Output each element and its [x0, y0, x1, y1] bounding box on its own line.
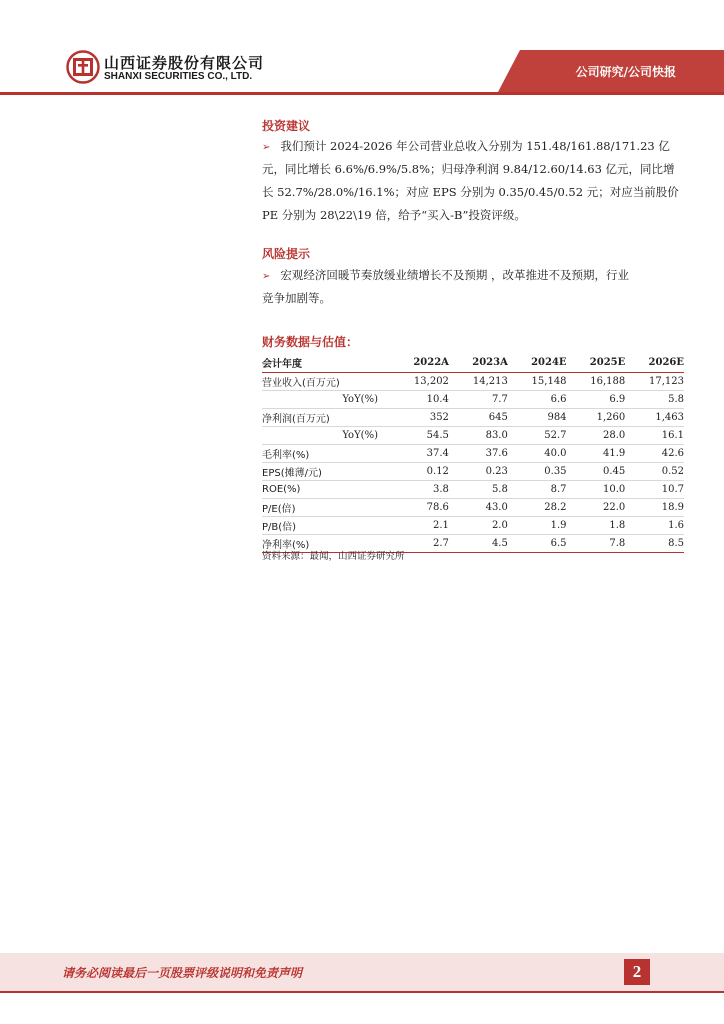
table-cell: 645 [488, 412, 508, 423]
table-cell: 3.8 [433, 484, 449, 495]
table-row [262, 427, 684, 445]
header-cell: 2023A [472, 357, 508, 368]
table-cell: 0.45 [602, 466, 626, 477]
table-cell: 2.0 [491, 520, 508, 531]
financials-title: 财务数据与估值： [262, 335, 359, 349]
table-cell: 8.7 [550, 484, 567, 495]
table-cell: 352 [429, 412, 449, 423]
header-cell: 会计年度 [262, 359, 302, 370]
data-source-note: 资料来源：最闻，山西证券研究所 [262, 551, 405, 562]
table-cell: 78.6 [426, 502, 449, 513]
investment-line: ➢ 我们预计 2024-2026 年公司营业总收入分别为 151.48/161.88/171.23 亿 [262, 139, 670, 153]
table-cell: 0.23 [485, 466, 508, 477]
table-cell: 4.5 [491, 538, 508, 549]
table-row [262, 409, 684, 427]
table-row [262, 373, 684, 391]
row-label: YoY(%) [342, 430, 378, 441]
arrow-bullet-icon: ➢ [262, 271, 271, 282]
row-label: YoY(%) [342, 394, 378, 405]
company-name-en: SHANXI SECURITIES CO., LTD. [104, 71, 253, 82]
header-divider [0, 92, 724, 95]
report-type-tab [520, 50, 724, 92]
table-row [262, 463, 684, 481]
footer-divider [0, 991, 724, 993]
risk-line: ➢ 宏观经济回暖节奏放缓业绩增长不及预期 ，改革推进不及预期，行业 [262, 268, 630, 282]
table-cell: 6.5 [550, 538, 567, 549]
table-cell: 1.8 [609, 520, 626, 531]
table-cell: 28.0 [602, 430, 626, 441]
table-cell: 15,148 [531, 376, 567, 387]
page-number-box [624, 959, 650, 985]
row-label: ROE(%) [262, 484, 301, 495]
table-cell: 37.6 [485, 448, 508, 459]
page-number: 2 [632, 962, 642, 981]
risk-title: 风险提示 [262, 247, 311, 261]
investment-line: PE 分别为 28\22\19 倍，给予“买入-B”投资评级。 [262, 208, 526, 222]
investment-line: 长 52.7%/28.0%/16.1%；对应 EPS 分别为 0.35/0.45/0.52 元；对应当前股价 [262, 185, 679, 199]
table-cell: 43.0 [485, 502, 508, 513]
risk-line: 竞争加剧等。 [262, 291, 331, 305]
page-header [0, 0, 724, 95]
table-row [262, 517, 684, 535]
disclaimer-text: 请务必阅读最后一页股票评级说明和免责声明 [62, 966, 303, 980]
header-cell: 2026E [648, 357, 684, 368]
investment-advice-text [262, 135, 684, 227]
table-cell: 5.8 [491, 484, 508, 495]
table-cell: 6.6 [550, 394, 567, 405]
table-cell: 18.9 [661, 502, 684, 513]
table-cell: 42.6 [661, 448, 684, 459]
table-cell: 0.35 [544, 466, 567, 477]
table-row [262, 445, 684, 463]
header-cell: 2022A [413, 357, 449, 368]
row-label: 净利率(%) [262, 540, 310, 551]
table-cell: 10.7 [661, 484, 684, 495]
investment-advice-title: 投资建议 [262, 119, 311, 133]
table-cell: 8.5 [668, 538, 684, 549]
row-label: 营业收入(百万元) [262, 378, 340, 389]
table-cell: 40.0 [544, 448, 567, 459]
table-row [262, 499, 684, 517]
report-type-label: 公司研究/公司快报 [575, 65, 676, 79]
financial-data-table [262, 354, 684, 553]
page-footer [0, 953, 724, 991]
header-cell: 2024E [531, 357, 567, 368]
table-cell: 1,260 [596, 412, 626, 423]
table-cell: 83.0 [485, 430, 508, 441]
table-cell: 13,202 [413, 376, 449, 387]
row-label: 毛利率(%) [262, 450, 310, 461]
company-name-cn: 山西证券股份有限公司 [104, 54, 265, 72]
arrow-bullet-icon: ➢ [262, 142, 271, 153]
table-cell: 17,123 [649, 376, 684, 387]
table-header-row [262, 354, 684, 373]
table-cell: 10.4 [426, 394, 449, 405]
row-label: EPS(摊薄/元) [262, 468, 322, 479]
table-cell: 1,463 [655, 412, 684, 423]
table-cell: 52.7 [544, 430, 567, 441]
table-cell: 16.1 [661, 430, 684, 441]
table-cell: 37.4 [426, 448, 449, 459]
table-cell: 16,188 [590, 376, 626, 387]
shanxi-securities-logo-icon [66, 50, 100, 84]
risk-text [262, 264, 684, 310]
table-cell: 5.8 [668, 394, 684, 405]
table-cell: 28.2 [544, 502, 567, 513]
table-cell: 0.12 [426, 466, 449, 477]
row-label: P/B(倍) [262, 522, 297, 533]
table-cell: 41.9 [602, 448, 626, 459]
investment-line: 元，同比增长 6.6%/6.9%/5.8%；归母净利润 9.84/12.60/14.63 亿元，同比增 [262, 162, 675, 176]
table-cell: 7.7 [491, 394, 508, 405]
table-cell: 984 [547, 412, 567, 423]
table-cell: 1.9 [550, 520, 567, 531]
table-cell: 54.5 [426, 430, 449, 441]
table-cell: 1.6 [668, 520, 684, 531]
table-cell: 10.0 [602, 484, 626, 495]
table-cell: 0.52 [661, 466, 684, 477]
table-cell: 2.1 [433, 520, 449, 531]
table-cell: 2.7 [433, 538, 449, 549]
table-cell: 22.0 [602, 502, 626, 513]
table-cell: 14,213 [472, 376, 508, 387]
row-label: P/E(倍) [262, 504, 296, 515]
table-cell: 7.8 [609, 538, 626, 549]
table-row [262, 391, 684, 409]
row-label: 净利润(百万元) [262, 414, 330, 425]
table-cell: 6.9 [609, 394, 626, 405]
table-row [262, 481, 684, 499]
header-cell: 2025E [589, 357, 626, 368]
